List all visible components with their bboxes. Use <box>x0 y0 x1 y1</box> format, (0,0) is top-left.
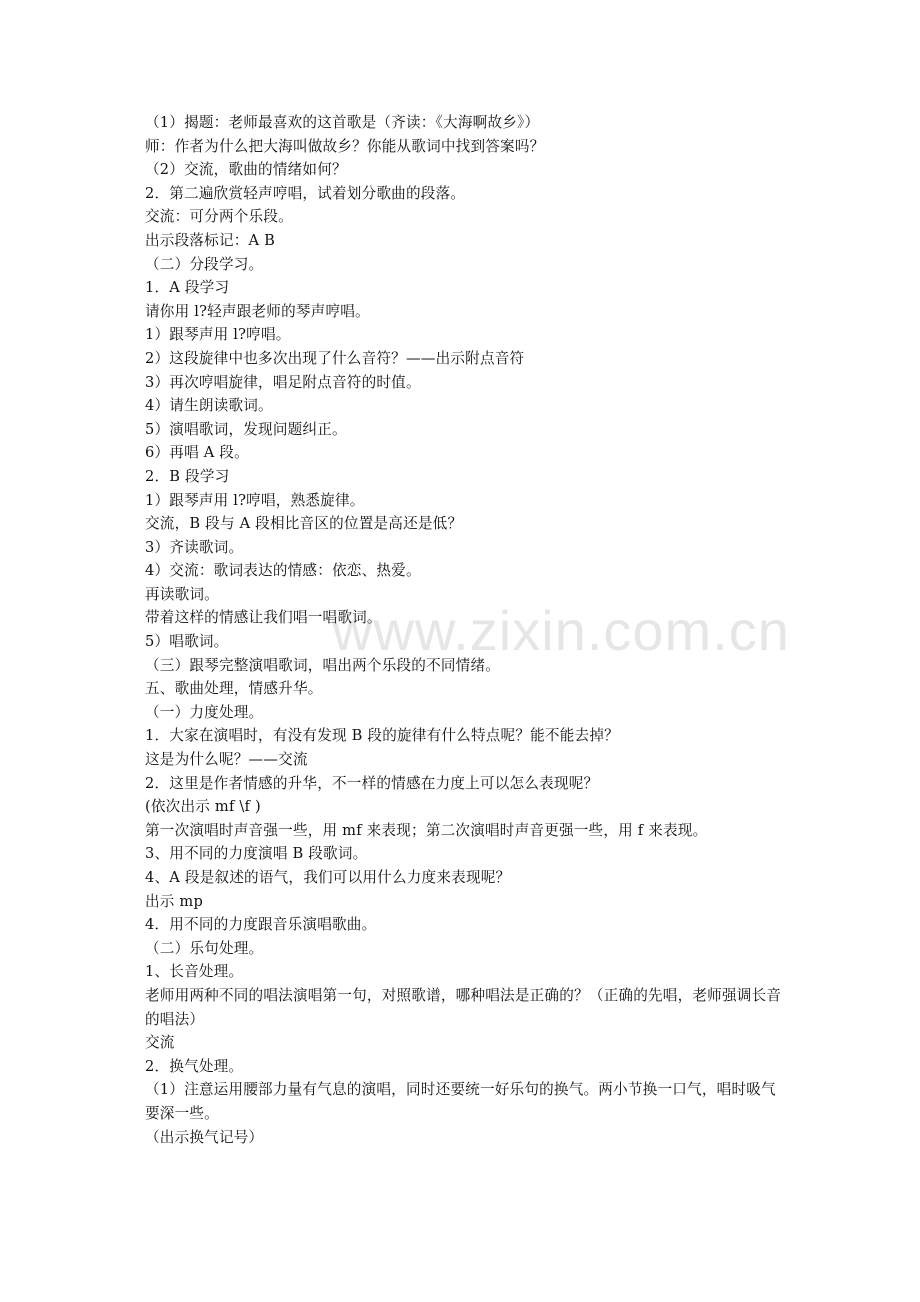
paragraph-line: 再读歌词。 <box>145 585 219 603</box>
list-item: 6）再唱 A 段。 <box>145 444 249 462</box>
paragraph-line: 请你用 l?轻声跟老师的琴声哼唱。 <box>145 302 370 320</box>
paragraph-line: 出示 mp <box>145 892 204 910</box>
list-item: 5）演唱歌词，发现问题纠正。 <box>145 420 347 438</box>
list-item: 1）跟琴声用 l?哼唱，熟悉旋律。 <box>145 491 365 509</box>
section-heading: （一）力度处理。 <box>145 703 264 721</box>
section-heading: （二）乐句处理。 <box>145 939 264 957</box>
paragraph-line: 交流，B 段与 A 段相比音区的位置是高还是低？ <box>145 515 463 533</box>
section-heading: 五、歌曲处理，情感升华。 <box>145 680 323 698</box>
paragraph-line: 4、A 段是叙述的语气，我们可以用什么力度来表现呢？ <box>145 869 511 886</box>
paragraph-line: 出示段落标记：A B <box>145 231 276 249</box>
paragraph-line: 2．这里是作者情感的升华，不一样的情感在力度上可以怎么表现呢？ <box>145 774 599 792</box>
document-body <box>145 111 785 1149</box>
subsection-heading: 2．换气处理。 <box>145 1057 244 1075</box>
list-item: 4）请生朗读歌词。 <box>145 397 273 415</box>
section-heading: （三）跟琴完整演唱歌词，唱出两个乐段的不同情绪。 <box>145 656 501 674</box>
list-item: 3）再次哼唱旋律，唱足附点音符的时值。 <box>145 373 421 391</box>
paragraph-line: 3、用不同的力度演唱 B 段歌词。 <box>145 845 368 863</box>
paragraph-line: (依次出示 mf \f ) <box>145 798 261 816</box>
list-item: 2）这段旋律中也多次出现了什么音符？——出示附点音符 <box>145 349 525 367</box>
paragraph-line: 师：作者为什么把大海叫做故乡？你能从歌词中找到答案吗？ <box>145 137 545 155</box>
paragraph-line: 交流 <box>145 1034 175 1052</box>
watermark: www.zixin.com.cn <box>332 599 790 662</box>
paragraph-line: 带着这样的情感让我们唱一唱歌词。 <box>145 609 382 627</box>
list-item: 1）跟琴声用 l?哼唱。 <box>145 326 291 344</box>
paragraph-line: 交流：可分两个乐段。 <box>145 208 293 226</box>
paragraph-line: （2）交流，歌曲的情绪如何？ <box>145 161 347 179</box>
paragraph-line: （1）注意运用腰部力量有气息的演唱，同时还要统一好乐句的换气。两小节换一口气，唱时吸气要深一些。 <box>145 1081 776 1122</box>
subsection-heading: 1、长音处理。 <box>145 963 244 981</box>
subsection-heading: 2．B 段学习 <box>145 467 230 485</box>
list-item: 5）唱歌词。 <box>145 633 229 651</box>
paragraph-line: 第一次演唱时声音强一些，用 mf 来表现；第二次演唱时声音更强一些，用 f 来表现。 <box>145 821 708 839</box>
paragraph-line: 2．第二遍欣赏轻声哼唱，试着划分歌曲的段落。 <box>145 184 466 202</box>
paragraph-line: 老师用两种不同的唱法演唱第一句，对照歌谱，哪种唱法是正确的？（正确的先唱，老师强调长音的唱法） <box>145 986 782 1028</box>
list-item: 4）交流：歌词表达的情感：依恋、热爱。 <box>145 562 421 580</box>
paragraph-line: （1）揭题：老师最喜欢的这首歌是（齐读：《大海啊故乡》） <box>145 114 540 131</box>
subsection-heading: 1．A 段学习 <box>145 279 230 297</box>
list-item: 3）齐读歌词。 <box>145 538 244 556</box>
paragraph-line: 4．用不同的力度跟音乐演唱歌曲。 <box>145 916 377 934</box>
section-heading: （二）分段学习。 <box>145 255 264 273</box>
paragraph-line: （出示换气记号） <box>145 1128 264 1146</box>
paragraph-line: 1．大家在演唱时，有没有发现 B 段的旋律有什么特点呢？能不能去掉？ <box>145 727 619 745</box>
paragraph-line: 这是为什么呢？——交流 <box>145 751 308 769</box>
